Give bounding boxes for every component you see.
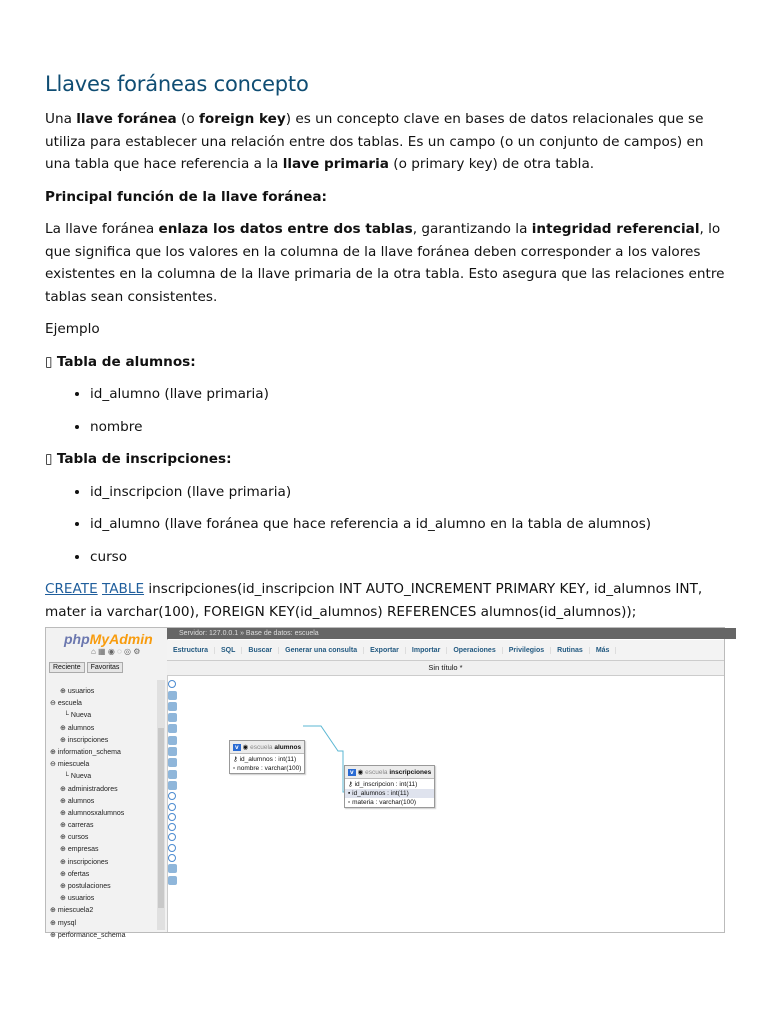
alumnos-list [45, 383, 730, 438]
funcion-paragraph: La llave foránea enlaza los datos entre dos tablas, garantizando la integridad referencial, lo que significa que los valores en la columna de la llave foránea deben corresponder a los valores existentes en la columna de la llave primaria de la otra tabla. Esto asegura que las relaciones entre tablas sean consistentes. [45, 221, 725, 305]
column-row[interactable]: ⚷ id_inscripcion : int(11) [348, 781, 418, 788]
document [45, 72, 730, 637]
phpmyadmin-screenshot [45, 627, 725, 939]
table-alumnos[interactable]: v ◉ escuela alumnos ⚷ id_alumnos : int(11) ▫ nombre : varchar(100) [229, 740, 305, 774]
menu-rutinas[interactable]: Rutinas [551, 647, 590, 654]
menu-exportar[interactable]: Exportar [364, 647, 406, 654]
tree-item[interactable]: ⊕ information_schema [50, 748, 121, 756]
menu-buscar[interactable]: Buscar [242, 647, 279, 654]
list-item: • id_alumno (llave foránea que hace referencia a id_alumno en la tabla de alumnos) [90, 513, 730, 535]
create-link[interactable]: CREATE [45, 581, 98, 597]
inscripciones-heading: ▯ Tabla de inscripciones: [45, 451, 232, 467]
missing-glyph-icon: ▯ [45, 353, 53, 370]
menu-estructura[interactable]: Estructura [167, 647, 215, 654]
tree-item[interactable]: ⊕ alumnos [60, 797, 95, 805]
pma-logo: phpMyAdmin [64, 631, 153, 647]
tree-item[interactable]: ⊕ administradores [60, 785, 118, 793]
tree-item[interactable]: ⊖ miescuela [50, 761, 90, 769]
key-icon: ⚷ [233, 756, 238, 763]
designer-title: Sin título * [167, 661, 724, 676]
table-link[interactable]: TABLE [102, 581, 145, 597]
tree-item[interactable]: └ Nueva [64, 712, 92, 720]
eye-icon: ◉ [242, 744, 249, 751]
tree-item[interactable]: ⊕ usuarios [60, 895, 95, 903]
tree-item[interactable]: ⊕ postulaciones [60, 883, 111, 890]
tree-item[interactable]: ⊕ ofertas [60, 870, 90, 878]
menu-generar[interactable]: Generar una consulta [279, 647, 364, 654]
menu-importar[interactable]: Importar [406, 647, 447, 654]
column-row[interactable]: ▪ id_alumnos : int(11) [345, 789, 434, 798]
list-item: • id_inscripcion (llave primaria) [90, 481, 730, 503]
tree-item[interactable]: ⊕ miescuela2 [50, 907, 94, 915]
tree-item[interactable]: ⊕ empresas [60, 846, 99, 854]
list-item: • id_alumno (llave primaria) [90, 383, 730, 405]
table-inscripciones[interactable]: v ◉ escuela inscripciones ⚷ id_inscripcion : int(11) ▪ id_alumnos : int(11) ▫ materia : varchar(100) [344, 765, 435, 808]
recent-tab[interactable]: Reciente [49, 662, 85, 673]
favorites-tab[interactable]: Favoritas [87, 662, 124, 673]
menu-operaciones[interactable]: Operaciones [447, 647, 502, 654]
tree-item[interactable]: ⊕ cursos [60, 834, 89, 842]
list-item: • curso [90, 546, 730, 568]
list-item: • nombre [90, 416, 730, 438]
menu-mas[interactable]: Más [590, 647, 617, 654]
tree-item[interactable]: ⊖ escuela [50, 700, 82, 708]
tree-item[interactable]: ⊕ mysql [50, 919, 77, 927]
funcion-heading: Principal función de la llave foránea: [45, 188, 327, 205]
column-row[interactable]: ▫ materia : varchar(100) [348, 799, 417, 806]
column-row[interactable]: ▫ nombre : varchar(100) [233, 765, 302, 772]
sql-statement: CREATE TABLE inscripciones(id_inscripcion INT AUTO_INCREMENT PRIMARY KEY, id_alumnos INT, mater ia varchar(100), FOREIGN KEY(id_alumnos) REFERENCES alumnos(id_alumnos)); [45, 581, 703, 620]
column-row[interactable]: ⚷ id_alumnos : int(11) [233, 756, 297, 763]
eye-icon: ◉ [357, 769, 364, 776]
breadcrumb: Servidor: 127.0.0.1 » Base de datos: escuela [167, 628, 736, 639]
tree-item[interactable]: ⊕ carreras [60, 822, 94, 830]
missing-glyph-icon: ▯ [45, 451, 53, 467]
tree-item[interactable]: ⊕ performance_schema [50, 931, 126, 939]
tree-item[interactable]: └ Nueva [64, 773, 92, 781]
alumnos-heading: ▯ Tabla de alumnos: [45, 353, 196, 370]
page-title: Llaves foráneas concepto [45, 72, 309, 96]
menu-sql[interactable]: SQL [215, 647, 242, 654]
menu-privilegios[interactable]: Privilegios [503, 647, 551, 654]
tree-item[interactable]: ⊕ usuarios [60, 688, 95, 695]
key-icon: ⚷ [348, 781, 353, 788]
tree-item[interactable]: ⊕ inscripciones [60, 858, 109, 866]
intro-paragraph: Una llave foránea (o foreign key) es un concepto clave en bases de datos relacionales que se utiliza para establecer una relación entre dos tablas. Es un campo (o un conjunto de campos) en una tabla que hace referencia a la llave primaria (o primary key) de otra tabla. [45, 111, 704, 172]
ejemplo-label: Ejemplo [45, 321, 100, 337]
inscripciones-list [45, 481, 730, 568]
home-icon: ⌂ ▦ ◉ ◌ ◎ ⚙ [91, 647, 141, 656]
tree-item[interactable]: ⊕ alumnos [60, 724, 95, 732]
tree-item[interactable]: ⊕ alumnosxalumnos [60, 809, 125, 817]
tree-item[interactable]: ⊕ inscripciones [60, 736, 109, 744]
